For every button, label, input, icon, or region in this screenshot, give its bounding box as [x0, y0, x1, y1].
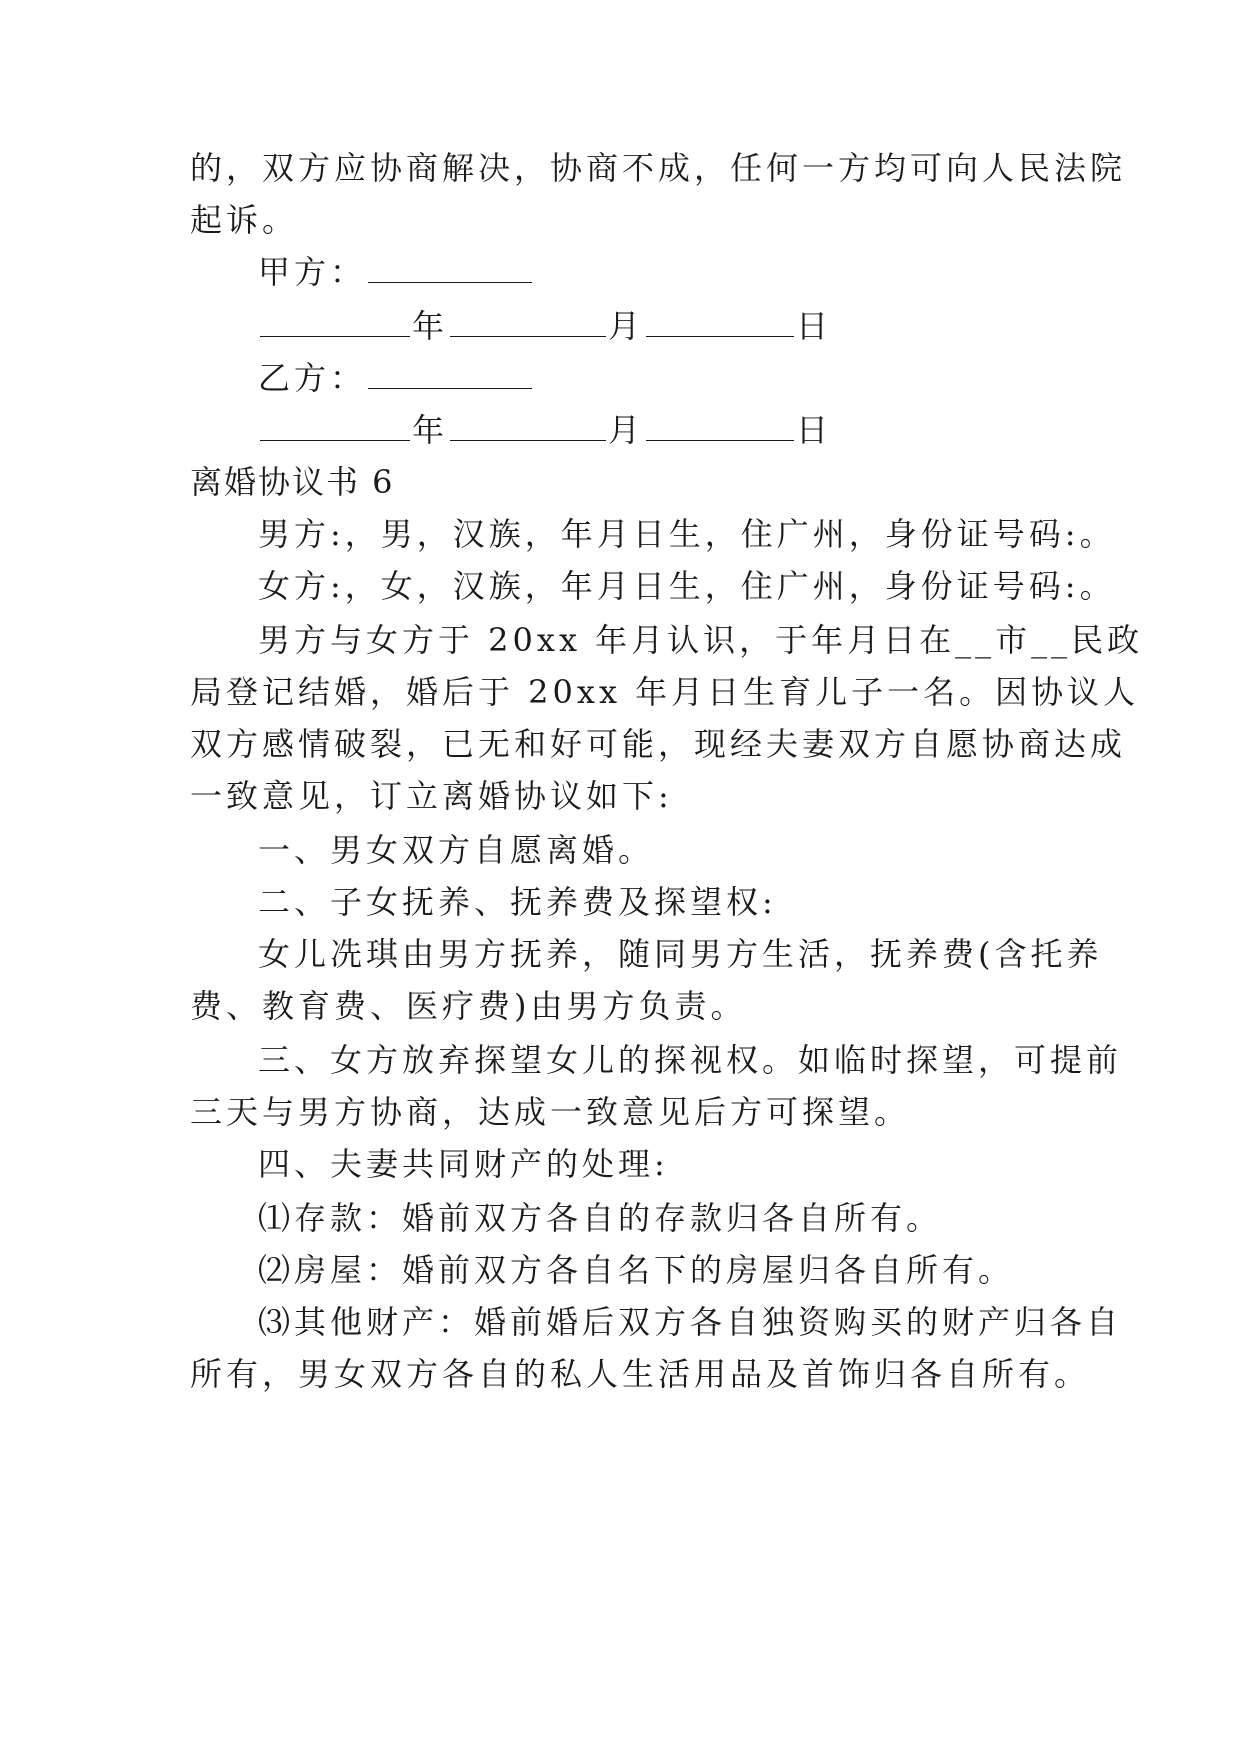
- party-a-signature-row: [258, 252, 534, 292]
- day-label: 日: [796, 307, 833, 345]
- paragraph-line: 一、男女双方自愿离婚。: [258, 831, 655, 869]
- paragraph-line: 的，双方应协商解决，协商不成，任何一方均可向人民法院: [190, 149, 1127, 187]
- month-label: 月: [608, 307, 645, 345]
- paragraph-line: 费、教育费、医疗费)由男方负责。: [190, 987, 747, 1025]
- party-b-label: 乙方：: [258, 359, 367, 397]
- paragraph-line: 双方感情破裂，已无和好可能，现经夫妻双方自愿协商达成: [190, 725, 1127, 763]
- year-blank: [260, 332, 410, 337]
- party-b-date-row: [258, 410, 832, 450]
- month-blank: [450, 436, 606, 441]
- paragraph-line: 二、子女抚养、抚养费及探望权:: [258, 883, 777, 921]
- year-label: 年: [412, 411, 449, 449]
- paragraph-line: 局登记结婚，婚后于 20xx 年月日生育儿子一名。因协议人: [190, 673, 1140, 711]
- day-blank: [646, 436, 794, 441]
- party-a-date-row: [258, 306, 832, 346]
- day-blank: [646, 332, 794, 337]
- paragraph-line: 三天与男方协商，达成一致意见后方可探望。: [190, 1093, 911, 1131]
- paragraph-line: ⑴存款：婚前双方各自的存款归各自所有。: [258, 1199, 943, 1237]
- paragraph-line: 女儿冼琪由男方抚养，随同男方生活，抚养费(含托养: [258, 935, 1103, 973]
- party-a-signature-blank: [368, 278, 532, 283]
- month-label: 月: [608, 411, 645, 449]
- paragraph-line: ⑵房屋：婚前双方各自名下的房屋归各自所有。: [258, 1251, 1015, 1289]
- paragraph-line: 所有，男女双方各自的私人生活用品及首饰归各自所有。: [190, 1355, 1091, 1393]
- section-heading: 离婚协议书 6: [190, 463, 395, 501]
- day-label: 日: [796, 411, 833, 449]
- month-blank: [450, 332, 606, 337]
- paragraph-line: 四、夫妻共同财产的处理:: [258, 1145, 669, 1183]
- party-b-signature-row: [258, 358, 534, 398]
- party-a-label: 甲方：: [258, 253, 367, 291]
- year-label: 年: [412, 307, 449, 345]
- paragraph-line: 一致意见，订立离婚协议如下:: [190, 777, 673, 815]
- paragraph-line: 三、女方放弃探望女儿的探视权。如临时探望，可提前: [258, 1041, 1123, 1079]
- paragraph-line: ⑶其他财产：婚前婚后双方各自独资购买的财产归各自: [258, 1303, 1123, 1341]
- paragraph-line: 男方与女方于 20xx 年月认识，于年月日在__市__民政: [258, 621, 1144, 659]
- paragraph-line: 女方:，女，汉族，年月日生，住广州，身份证号码:。: [258, 567, 1116, 605]
- paragraph-line: 男方:，男，汉族，年月日生，住广州，身份证号码:。: [258, 515, 1116, 553]
- paragraph-line: 起诉。: [190, 201, 299, 239]
- year-blank: [260, 436, 410, 441]
- party-b-signature-blank: [368, 384, 532, 389]
